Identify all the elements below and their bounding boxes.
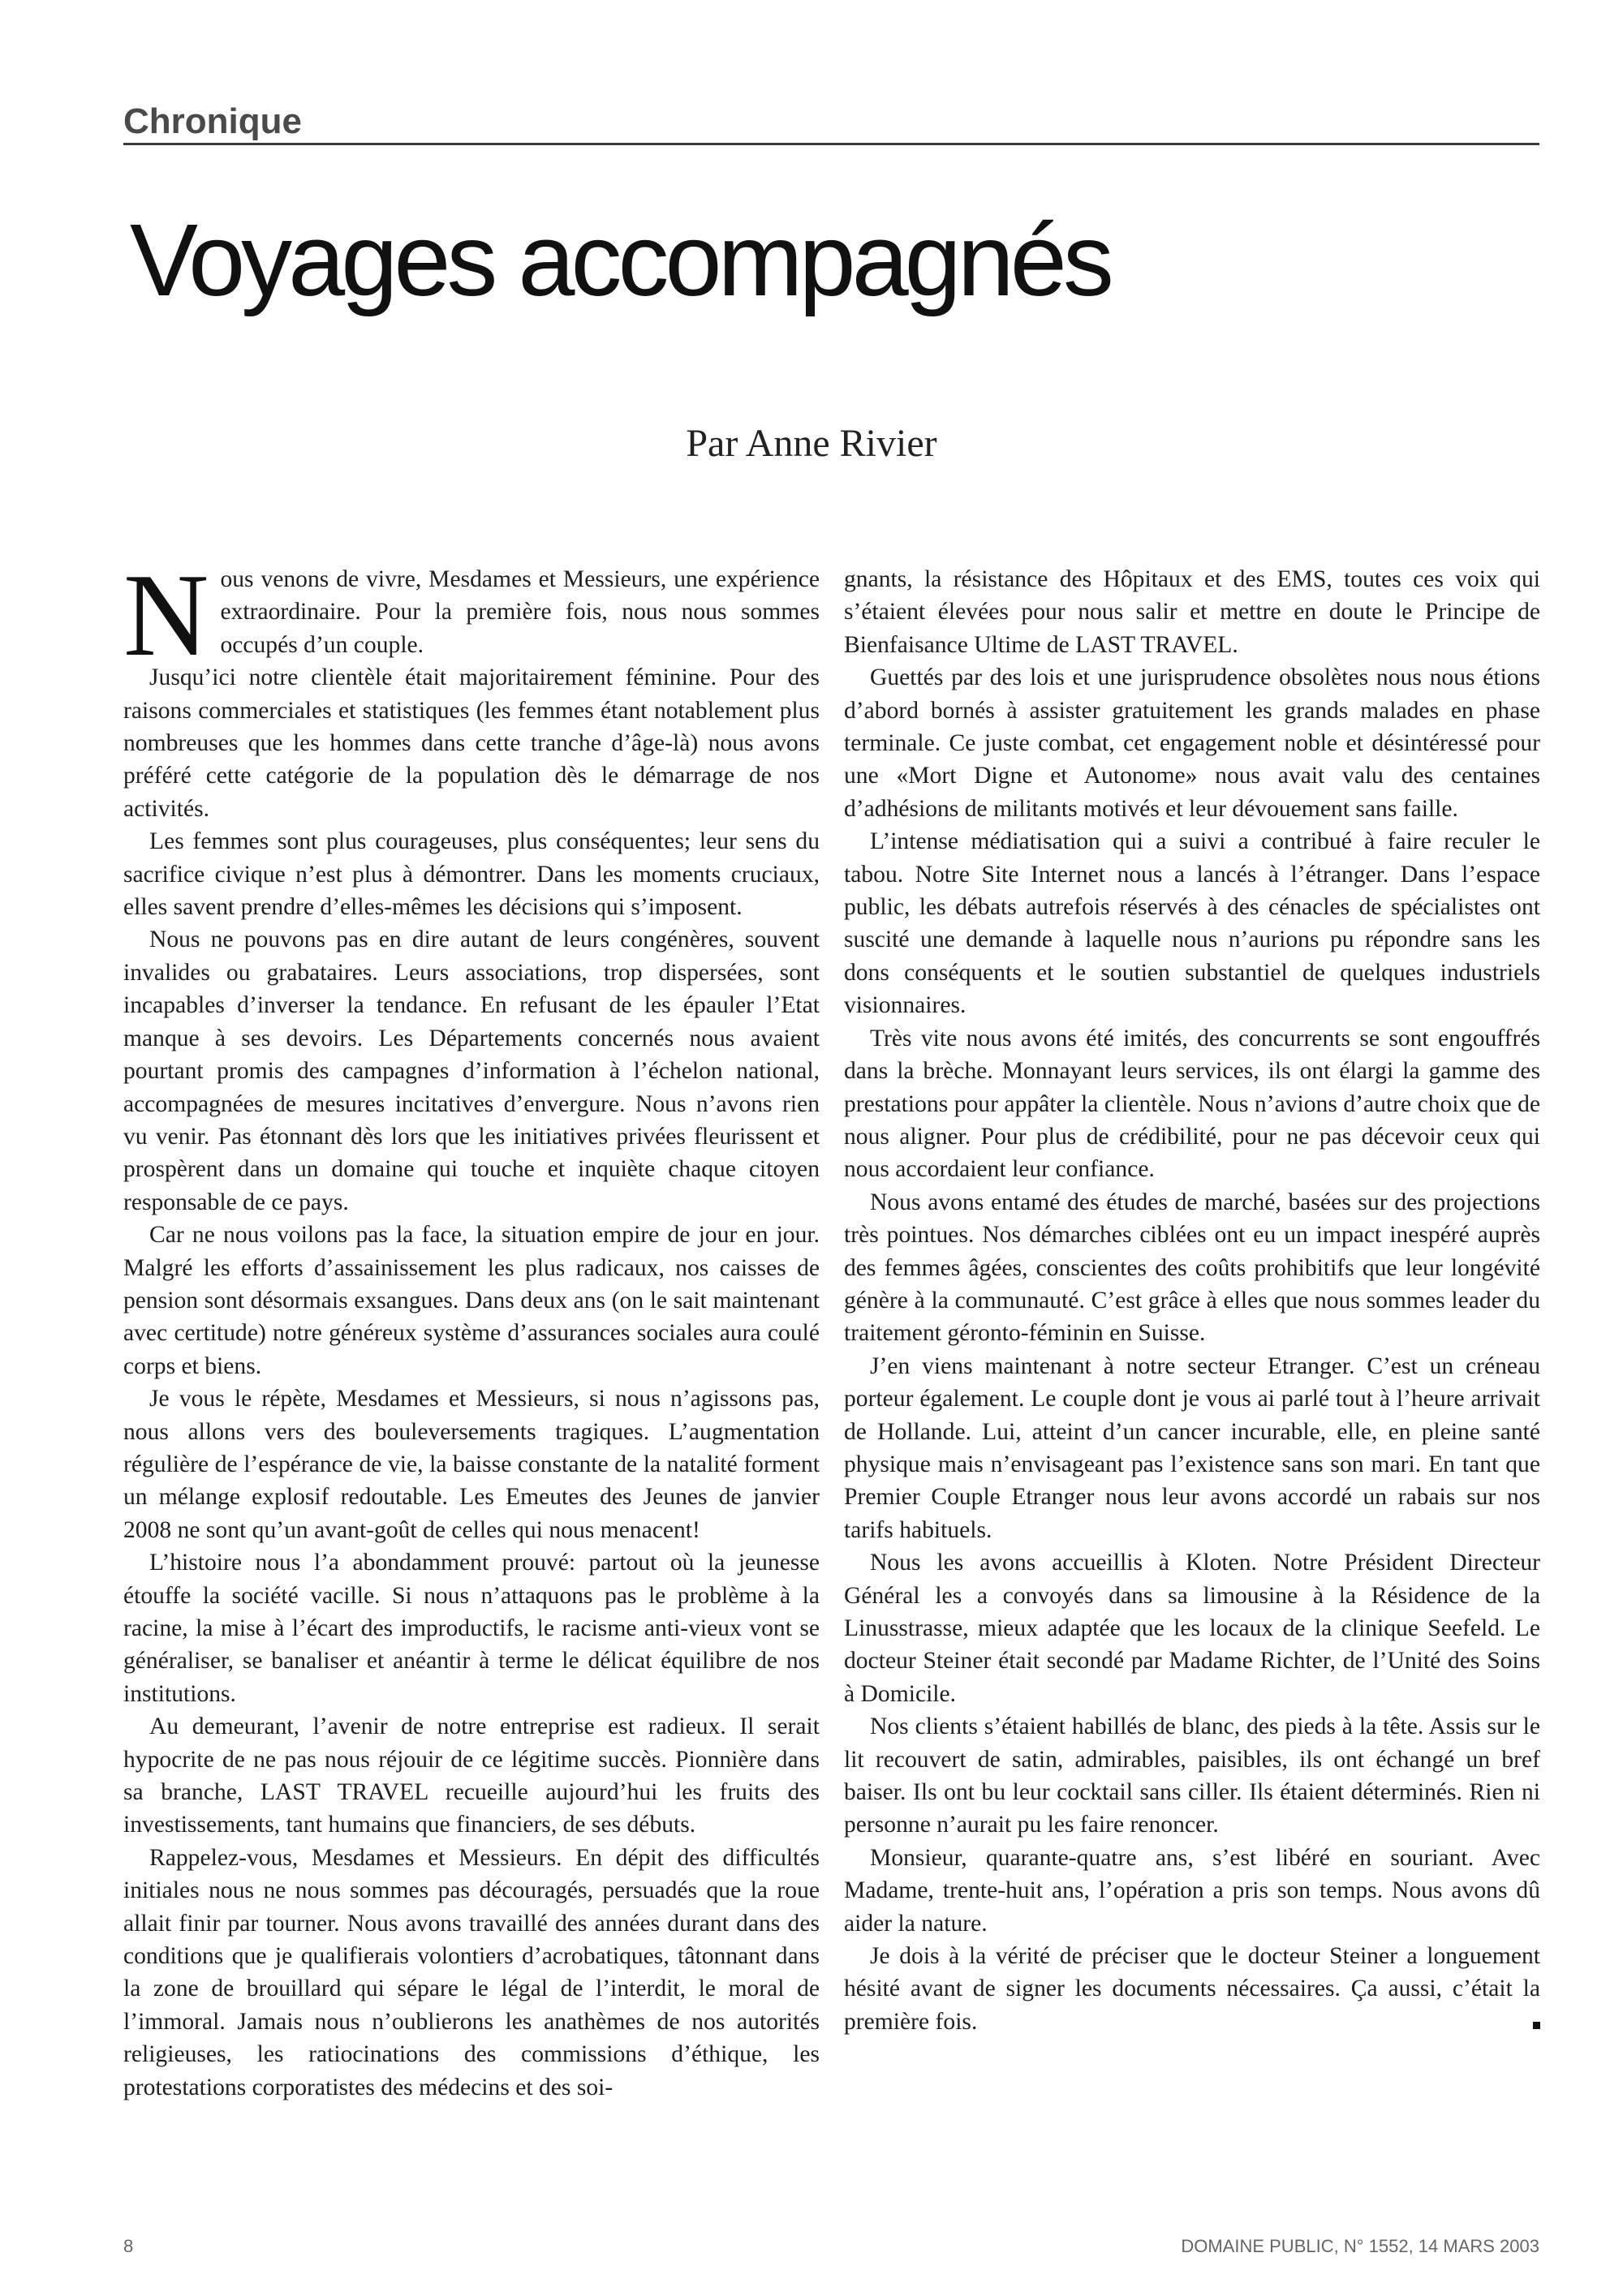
issue-info: DOMAINE PUBLIC, N° 1552, 14 MARS 2003 [1181, 2236, 1539, 2256]
paragraph [123, 549, 820, 681]
paragraph: Nous les avons accueillis à Kloten. Notre Président Directeur Général les a convoyés dans sa limousine à la Résidence de la Linusstrasse, mieux adaptée que les locaux de la clinique Seefeld. Le docteur Steiner était secondé par Madame Richter, de l’Unité des Soins à Domicile. [844, 1550, 1540, 1707]
paragraph: Jusqu’ici notre clientèle était majoritairement féminine. Pour des raisons commerciales et statistiques (les femmes étant notablement plus nombreuses que les hommes dans cette tranche d’âge-là) nous avons préféré cette catégorie de la population dès le démarrage de nos activités. [123, 664, 820, 822]
drop-cap: N [123, 549, 209, 681]
section-rubric: Chronique [123, 101, 302, 141]
header-rule [123, 143, 1539, 145]
paragraph-last [844, 1940, 1540, 2038]
paragraph: Je vous le répète, Mesdames et Messieurs, si nous n’agissons pas, nous allons vers des bouleversements tragiques. L’augmentation régulière de l’espérance de vie, la baisse constante de la natalité forment un mélange explosif redoutable. Les Emeutes des Jeunes de janvier 2008 ne sont qu’un avant-goût de celles qui nous menacent! [123, 1386, 820, 1543]
byline: Par Anne Rivier [686, 422, 937, 465]
paragraph: gnants, la résistance des Hôpitaux et des EMS, toutes ces voix qui s’étaient élevées pour nous salir et mettre en doute le Principe de Bienfaisance Ultime de LAST TRAVEL. [844, 566, 1540, 658]
paragraph: Au demeurant, l’avenir de notre entreprise est radieux. Il serait hypocrite de ne pas nous réjouir de ce légitime succès. Pionnière dans sa branche, LAST TRAVEL recueille aujourd’hui les fruits des investissements, tant humains que financiers, de ses débuts. [123, 1713, 820, 1838]
paragraph: Les femmes sont plus courageuses, plus conséquentes; leur sens du sacrifice civique n’est plus à démontrer. Dans les moments cruciaux, elles savent prendre d’elles-mêmes les décisions qui s’imposent. [123, 828, 820, 921]
column-left [123, 549, 820, 2104]
paragraph: Nos clients s’étaient habillés de blanc, des pieds à la tête. Assis sur le lit recouvert de satin, admirables, paisibles, ils ont échangé un bref baiser. Ils ont bu leur cocktail sans ciller. Ils étaient déterminés. Rien ni personne n’aurait pu les faire renoncer. [844, 1713, 1540, 1838]
paragraph: Monsieur, quarante-quatre ans, s’est libéré en souriant. Avec Madame, trente-huit ans, l’opération a pris son temps. Nous avons dû aider la nature. [844, 1844, 1540, 1937]
paragraph: J’en viens maintenant à notre secteur Etranger. C’est un créneau porteur également. Le couple dont je vous ai parlé tout à l’heure arrivait de Hollande. Lui, atteint d’un cancer incurable, elle, en pleine santé physique mais n’envisageant pas l’existence sans son mari. En tant que Premier Couple Etranger nous leur avons accordé un rabais sur nos tarifs habituels. [844, 1352, 1540, 1543]
page-number: 8 [123, 2236, 134, 2256]
article-title: Voyages accompagnés [130, 203, 1110, 317]
paragraph: Car ne nous voilons pas la face, la situation empire de jour en jour. Malgré les efforts d’assainissement les plus radicaux, nos caisses de pension sont désormais exsangues. Dans deux ans (on le sait maintenant avec certitude) notre généreux système d’assurances sociales aura coulé corps et biens. [123, 1222, 820, 1379]
paragraph-text: ous venons de vivre, Mesdames et Messieurs, une expérience extraordinaire. Pour la première fois, nous nous sommes occupés d’un couple. [220, 566, 820, 658]
paragraph: L’intense médiatisation qui a suivi a contribué à faire reculer le tabou. Notre Site Internet nous a lancés à l’étranger. Dans l’espace public, les débats autrefois réservés à des cénacles de spécialistes ont suscité une demande à laquelle nous n’aurions pu répondre sans les dons conséquents et le soutien substantiel de quelques industriels visionnaires. [844, 828, 1540, 1019]
paragraph: L’histoire nous l’a abondamment prouvé: partout où la jeunesse étouffe la société vacille. Si nous n’attaquons pas le problème à la racine, la mise à l’écart des improductifs, le racisme anti-vieux vont se généraliser, se banaliser et anéantir à terme le délicat équilibre de nos institutions. [123, 1550, 820, 1707]
paragraph: Très vite nous avons été imités, des concurrents se sont engouffrés dans la brèche. Monnayant leurs services, ils ont élargi la gamme des prestations pour appâter la clientèle. Nous n’avions d’autre choix que de nous aligner. Pour plus de crédibilité, pour ne pas décevoir ceux qui nous accordaient leur confiance. [844, 1025, 1540, 1183]
column-right [844, 563, 1540, 2038]
paragraph: Nous ne pouvons pas en dire autant de leurs congénères, souvent invalides ou grabataires. Leurs associations, trop dispersées, sont incapables d’inverser la tendance. En refusant de les épauler l’Etat manque à ses devoirs. Les Départements concernés nous avaient pourtant promis des campagnes d’information à l’échelon national, accompagnées de mesures incitatives d’envergure. Nous n’avons rien vu venir. Pas étonnant dès lors que les initiatives privées fleurissent et prospèrent dans un domaine qui touche et inquiète chaque citoyen responsable de ce pays. [123, 927, 820, 1215]
paragraph: Guettés par des lois et une jurisprudence obsolètes nous nous étions d’abord bornés à assister gratuitement les grands malades en phase terminale. Ce juste combat, cet engagement noble et désintéressé pour une «Mort Digne et Autonome» nous avait valu des centaines d’adhésions de militants motivés et leur dévouement sans faille. [844, 664, 1540, 822]
end-mark-icon [1533, 2022, 1540, 2029]
paragraph: Rappelez-vous, Mesdames et Messieurs. En dépit des difficultés initiales nous ne nous sommes pas découragés, persuadés que la roue allait finir par tourner. Nous avons travaillé des années durant dans des conditions que je qualifierais volontiers d’acrobatiques, tâtonnant dans la zone de brouillard qui sépare le légal de l’interdit, le moral de l’immoral. Jamais nous n’oublierons les anathèmes de nos autorités religieuses, les ratiocinations des commissions d’éthique, les protestations corporatistes des médecins et des soi- [123, 1844, 820, 2100]
paragraph-text: Je dois à la vérité de préciser que le docteur Steiner a longuement hésité avant de signer les documents nécessaires. Ça aussi, c’était la première fois. [844, 1943, 1540, 2035]
paragraph: Nous avons entamé des études de marché, basées sur des projections très pointues. Nos démarches ciblées ont eu un impact inespéré auprès des femmes âgées, conscientes des coûts prohibitifs que leur longévité génère à la communauté. C’est grâce à elles que nous sommes leader du traitement géronto-féminin en Suisse. [844, 1189, 1540, 1347]
